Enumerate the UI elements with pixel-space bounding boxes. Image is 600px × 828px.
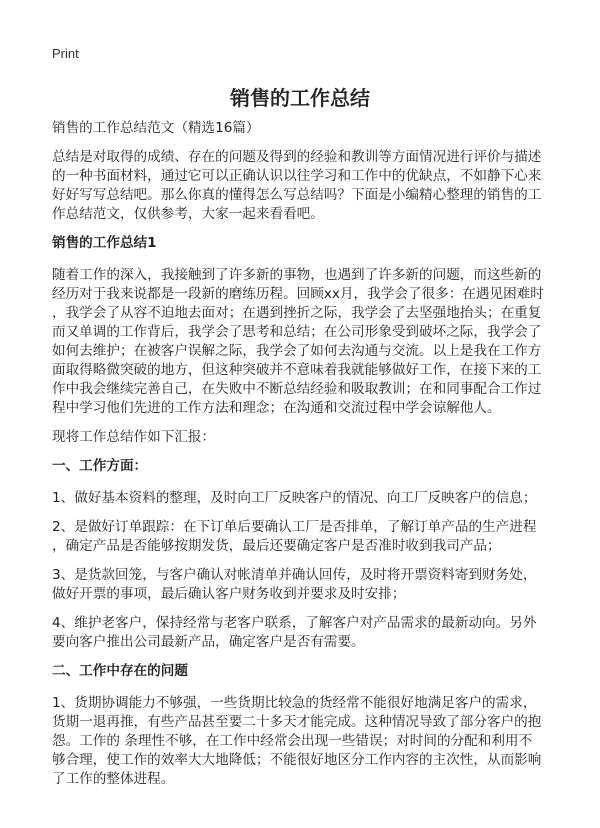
- text-line: ，确定产品是否能够按期发货，最后还要确定客户是否准时收到我司产品；: [52, 538, 501, 554]
- paragraph: [52, 614, 552, 652]
- text-line: 做好开票的事项，最后确认客户财务收到并要求及时安排；: [52, 586, 406, 602]
- text-line: ，我学会了从容不迫地去面对；在遇到挫折之际，我学会了去坚强地抬头；在重复: [52, 305, 542, 321]
- text-line: 的一种书面材料，通过它可以正确认识以往学习和工作中的优缺点，不如静下心来: [52, 168, 542, 184]
- text-line: 3、是货款回笼，与客户确认对帐清单并确认回传，及时将开票资料寄到财务处，: [52, 567, 537, 583]
- text-line: 要向客户推出公司最新产品，确定客户是否有需要。: [52, 634, 365, 650]
- text-line: 货期一退再推，有些产品甚至要二十多天才能完成。这种情况导致了部分客户的抱: [52, 714, 542, 730]
- text-line: 作总结范文，仅供参考，大家一起来看看吧。: [52, 206, 324, 222]
- text-line: 程中学习他们先进的工作方法和理念；在沟通和交流过程中学会谅解他人。: [52, 400, 501, 416]
- text-line: 如何去维护；在被客户误解之际，我学会了如何去沟通与交流。以上是我在工作方: [52, 343, 542, 359]
- text-line: 够合理，使工作的效率大大地降低；不能很好地区分工作内容的主次性，从而影响: [52, 752, 542, 768]
- text-line: 销售的工作总结范文（精选16篇）: [52, 120, 260, 136]
- text-line: 1、做好基本资料的整理，及时向工厂反映客户的情况、向工厂反映客户的信息；: [52, 490, 537, 506]
- paragraph: [52, 518, 552, 556]
- paragraph: [52, 566, 552, 604]
- section-heading: [52, 234, 552, 253]
- text-line: 好好写写总结吧。那么你真的懂得怎么写总结吗？下面是小编精心整理的销售的工: [52, 187, 542, 203]
- page-title: 销售的工作总结: [230, 86, 370, 110]
- text-line: 2、是做好订单跟踪：在下订单后要确认工厂是否排单，了解订单产品的生产进程: [52, 519, 537, 535]
- paragraph: [52, 694, 552, 789]
- print-link[interactable]: Print: [52, 46, 79, 61]
- paragraph: [52, 428, 552, 447]
- text-line: 二、工作中存在的问题: [52, 663, 188, 679]
- paragraph: [52, 148, 552, 224]
- text-line: 而又单调的工作背后，我学会了思考和总结；在公司形象受到破坏之际，我学会了: [52, 324, 542, 340]
- text-line: 面取得略微突破的地方，但这种突破并不意味着我就能够做好工作，在接下来的工: [52, 362, 542, 378]
- text-line: 4、维护老客户，保持经常与老客户联系，了解客户对产品需求的最新动向。另外: [52, 615, 537, 631]
- text-line: 经历对于我来说都是一段新的磨练历程。回顾xx月，我学会了很多：在遇见困难时: [52, 286, 544, 302]
- section-heading: [52, 457, 552, 476]
- paragraph: [52, 489, 552, 508]
- text-line: 一、工作方面：: [52, 458, 148, 474]
- document-body: [52, 119, 552, 799]
- text-line: 怨。工作的 条理性不够，在工作中经常会出现一些错误；对时间的分配和利用不: [52, 733, 533, 749]
- text-line: 1、货期协调能力不够强，一些货期比较急的货经常不能很好地满足客户的需求，: [52, 695, 537, 711]
- section-heading: [52, 662, 552, 681]
- text-line: 作中我会继续完善自己，在失败中不断总结经验和吸取教训；在和同事配合工作过: [52, 381, 542, 397]
- text-line: 随着工作的深入，我接触到了许多新的事物，也遇到了许多新的问题，而这些新的: [52, 267, 542, 283]
- paragraph: [52, 266, 552, 418]
- text-line: 销售的工作总结1: [52, 235, 157, 251]
- text-line: 现将工作总结作如下汇报：: [52, 429, 216, 445]
- text-line: 了工作的整体进程。: [52, 771, 175, 787]
- paragraph: [52, 119, 552, 138]
- text-line: 总结是对取得的成绩、存在的问题及得到的经验和教训等方面情况进行评价与描述: [52, 149, 542, 165]
